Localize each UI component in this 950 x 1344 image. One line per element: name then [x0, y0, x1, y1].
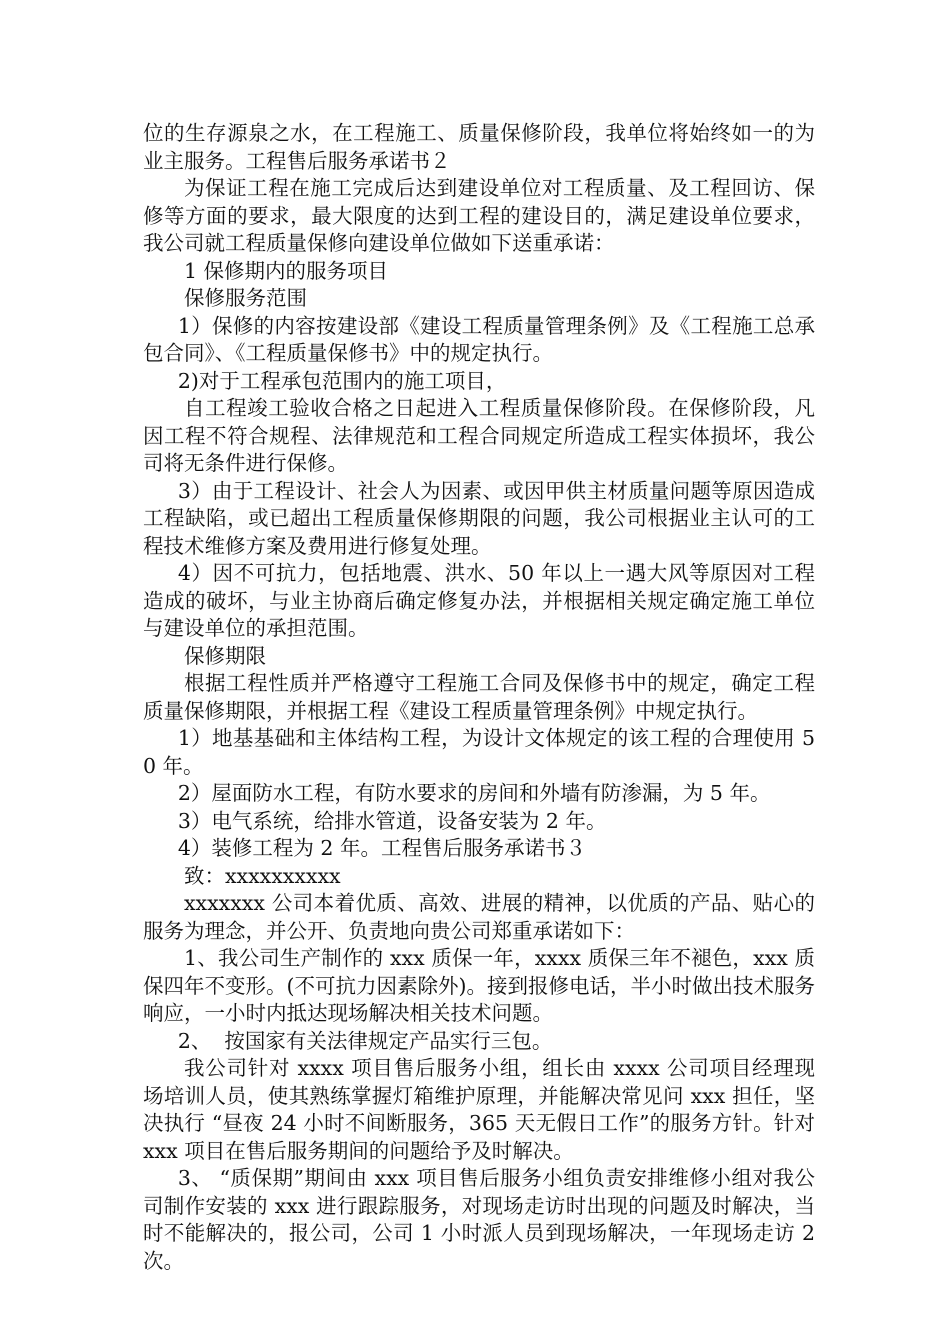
document-body: [143, 120, 822, 1275]
paragraph: 自工程竣工验收合格之日起进入工程质量保修阶段。在保修阶段，凡因工程不符合规程、法律规范和工程合同规定所造成工程实体损坏，我公司将无条件进行保修。: [143, 396, 815, 475]
paragraph: 2）屋面防水工程，有防水要求的房间和外墙有防渗漏，为 5 年。: [177, 781, 771, 805]
paragraph: 1）地基基础和主体结构工程，为设计文体规定的该工程的合理使用 50 年。: [143, 726, 815, 778]
salutation: 致：xxxxxxxxxx: [184, 863, 341, 888]
section-heading: 保修服务范围: [184, 286, 307, 310]
paragraph: xxxxxxx 公司本着优质、高效、进展的精神，以优质的产品、贴心的服务为理念，并公开、负责地向贵公司郑重承诺如下：: [143, 891, 815, 943]
section-heading: 1 保修期内的服务项目: [184, 258, 389, 283]
paragraph: 1）保修的内容按建设部《建设工程质量管理条例》及《工程施工总承包合同》、《工程质量保修书》中的规定执行。: [143, 313, 815, 365]
paragraph: 根据工程性质并严格遵守工程施工合同及保修书中的规定，确定工程质量保修期限，并根据工程《建设工程质量管理条例》中规定执行。: [143, 671, 815, 723]
paragraph: 3）电气系统，给排水管道，设备安装为 2 年。: [177, 808, 607, 833]
paragraph: 1、我公司生产制作的 xxx 质保一年，xxxx 质保三年不褪色，xxx 质保四年不变形。(不可抗力因素除外)。接到报修电话，半小时做出技术服务响应，一小时内抵达现场解决相关技术问题。: [143, 946, 815, 1025]
paragraph: 我公司针对 xxxx 项目售后服务小组，组长由 xxxx 公司项目经理现场培训人员，使其熟练掌握灯箱维护原理，并能解决常见问 xxx 担任，坚决执行 “昼夜 24 小时不间断服务，365 天无假日工作”的服务方针。针对 xxx 项目在售后服务期间的问题给予及时解决。: [143, 1056, 822, 1163]
paragraph: 2、 按国家有关法律规定产品实行三包。: [177, 1028, 553, 1053]
paragraph: 3）由于工程设计、社会人为因素、或因甲供主材质量问题等原因造成工程缺陷，或已超出工程质量保修期限的问题，我公司根据业主认可的工程技术维修方案及费用进行修复处理。: [143, 478, 815, 558]
paragraph: 位的生存源泉之水，在工程施工、质量保修阶段，我单位将始终如一的为业主服务。工程售后服务承诺书２: [143, 121, 815, 173]
section-heading: 保修期限: [184, 643, 266, 668]
paragraph: 4）装修工程为 2 年。工程售后服务承诺书３: [177, 836, 586, 860]
paragraph: 4）因不可抗力，包括地震、洪水、50 年以上一遇大风等原因对工程造成的破坏，与业主协商后确定修复办法，并根据相关规定确定施工单位与建设单位的承担范围。: [143, 561, 815, 640]
paragraph: 3、 “质保期”期间由 xxx 项目售后服务小组负责安排维修小组对我公司制作安装的 xxx 进行跟踪服务，对现场走访时出现的问题及时解决，当时不能解决的，报公司，公司 1 小时派人员到现场解决，一年现场走访 2 次。: [143, 1166, 822, 1273]
paragraph: 为保证工程在施工完成后达到建设单位对工程质量、及工程回访、保修等方面的要求，最大限度的达到工程的建设目的，满足建设单位要求，我公司就工程质量保修向建设单位做如下送重承诺：: [143, 176, 815, 255]
paragraph: 2)对于工程承包范围内的施工项目，: [177, 368, 507, 393]
